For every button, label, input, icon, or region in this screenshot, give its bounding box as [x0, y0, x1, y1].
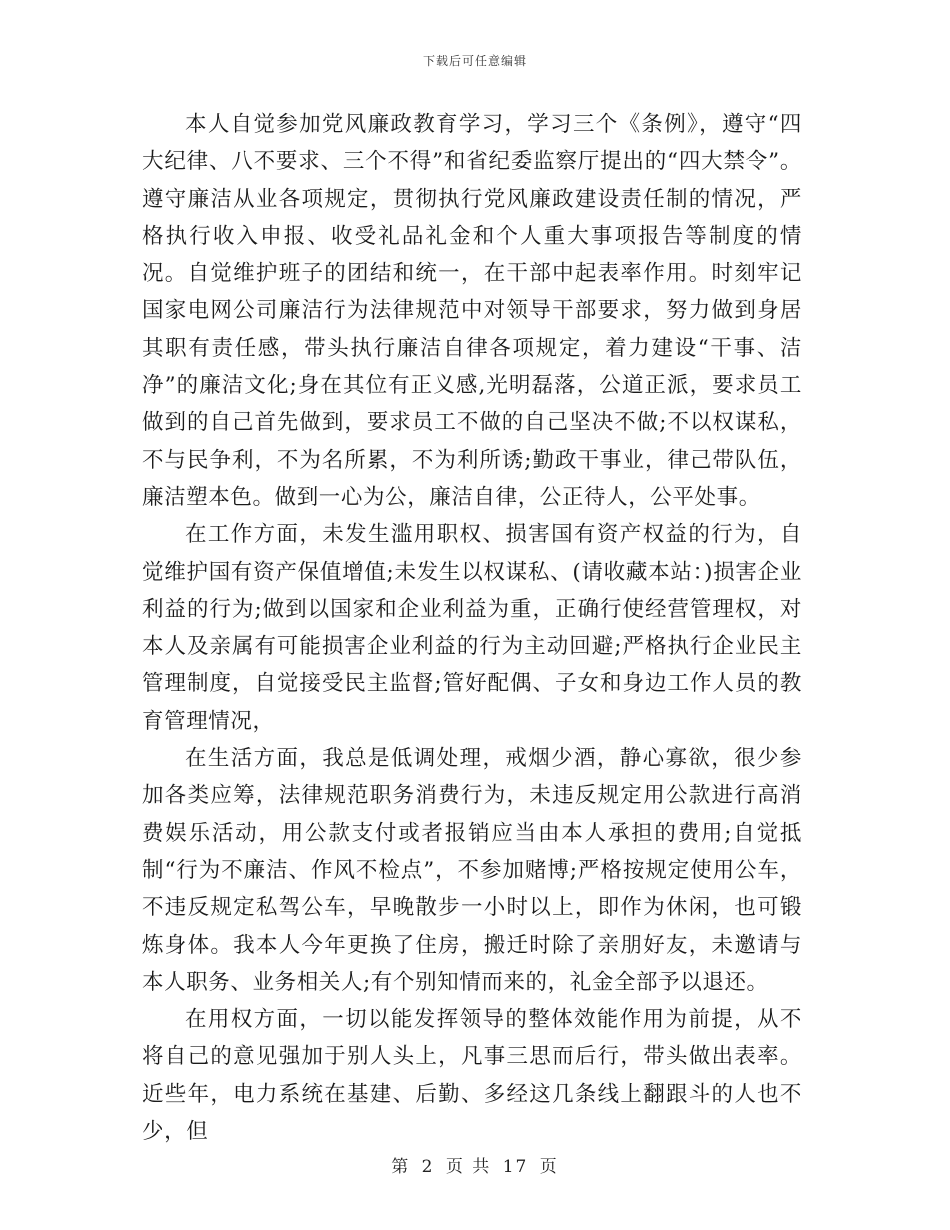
footer-middle: 页 共	[445, 1157, 492, 1177]
total-page-count: 17	[502, 1157, 529, 1177]
paragraph-1: 本人自觉参加党风廉政教育学习，学习三个《条例》，遵守“四大纪律、八不要求、三个不得”和省纪委监察厅提出的“四大禁令”。遵守廉洁从业各项规定，贯彻执行党风廉政建设责任制的情况，严格执行收入申报、收受礼品礼金和个人重大事项报告等制度的情况。自觉维护班子的团结和统一，在干部中起表率作用。时刻牢记国家电网公司廉洁行为法律规范中对领导干部要求，努力做到身居其职有责任感，带头执行廉洁自律各项规定，着力建设“干事、洁净”的廉洁文化;身在其位有正义感,光明磊落，公道正派，要求员工做到的自己首先做到，要求员工不做的自己坚决不做;不以权谋私，不与民争利，不为名所累，不为利所诱;勤政干事业，律己带队伍，廉洁塑本色。做到一心为公，廉洁自律，公正待人，公平处事。	[142, 112, 802, 510]
footer-suffix: 页	[539, 1157, 559, 1177]
paragraph-3: 在生活方面，我总是低调处理，戒烟少酒，静心寡欲，很少参加各类应筹，法律规范职务消费行为，未违反规定用公款进行高消费娱乐活动，用公款支付或者报销应当由本人承担的费用;自觉抵制“行为不廉洁、作风不检点”，不参加赌博;严格按规定使用公车，不违反规定私驾公车，早晚散步一小时以上，即作为休闲，也可锻炼身体。我本人今年更换了住房，搬迁时除了亲朋好友，未邀请与本人职务、业务相关人;有个别知情而来的，礼金全部予以退还。	[142, 746, 802, 995]
page-footer	[0, 1152, 950, 1177]
footer-prefix: 第	[391, 1157, 411, 1177]
current-page-number: 2	[421, 1157, 435, 1177]
document-body	[142, 106, 802, 1150]
paragraph-2: 在工作方面，未发生滥用职权、损害国有资产权益的行为，自觉维护国有资产保值增值;未发生以权谋私、(请收藏本站：)损害企业利益的行为;做到以国家和企业利益为重，正确行使经营管理权，对本人及亲属有可能损害企业利益的行为主动回避;严格执行企业民主管理制度，自觉接受民主监督;管好配偶、子女和身边工作人员的教育管理情况，	[142, 522, 802, 734]
page-header: 下载后可任意编辑	[422, 54, 527, 68]
paragraph-4: 在用权方面，一切以能发挥领导的整体效能作用为前提，从不将自己的意见强加于别人头上，凡事三思而后行，带头做出表率。近些年，电力系统在基建、后勤、多经这几条线上翻跟斗的人也不少，但	[142, 1007, 802, 1145]
